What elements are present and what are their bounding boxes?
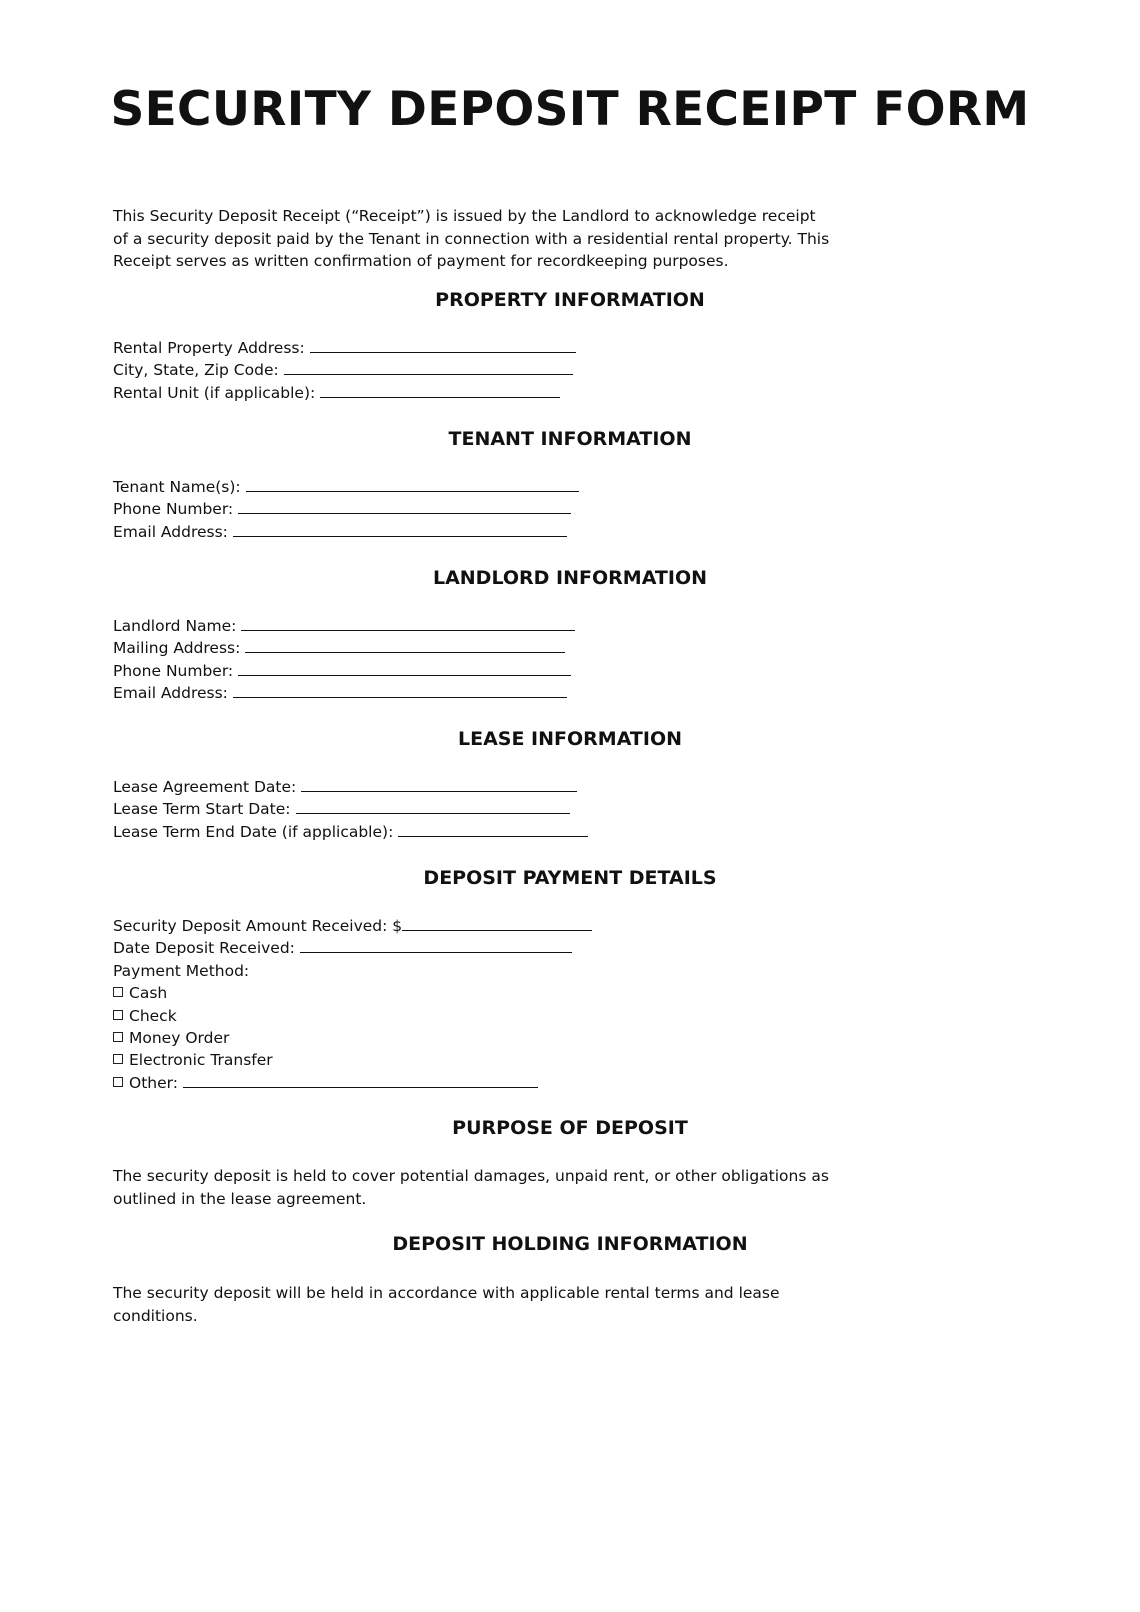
city-state-zip-field bbox=[113, 359, 873, 381]
landlord-mailing-field bbox=[113, 637, 873, 659]
landlord-name-field bbox=[113, 615, 873, 637]
purpose-heading: PURPOSE OF DEPOSIT bbox=[452, 1117, 688, 1139]
field-label: Lease Term End Date (if applicable): bbox=[113, 822, 394, 841]
lease-heading: LEASE INFORMATION bbox=[457, 728, 683, 750]
field-label: Email Address: bbox=[113, 522, 228, 541]
checkbox-icon[interactable] bbox=[113, 987, 123, 997]
rental-unit-field bbox=[113, 382, 873, 404]
option-label: Electronic Transfer bbox=[129, 1051, 273, 1070]
lease-agreement-date-blank[interactable] bbox=[301, 777, 577, 792]
property-address-field bbox=[113, 337, 873, 359]
field-label: Mailing Address: bbox=[113, 639, 241, 658]
deposit-amount-blank[interactable] bbox=[402, 916, 592, 931]
checkbox-icon[interactable] bbox=[113, 1054, 123, 1064]
landlord-phone-blank[interactable] bbox=[238, 661, 571, 676]
other-method-blank[interactable] bbox=[183, 1073, 538, 1088]
landlord-fields bbox=[113, 615, 873, 705]
option-label: Other: bbox=[129, 1073, 178, 1092]
tenant-name-blank[interactable] bbox=[246, 477, 579, 492]
deposit-date-blank[interactable] bbox=[300, 938, 572, 953]
lease-start-date-blank[interactable] bbox=[296, 799, 570, 814]
landlord-email-field bbox=[113, 682, 873, 704]
tenant-email-blank[interactable] bbox=[233, 522, 567, 537]
payment-option-cash bbox=[113, 982, 873, 1004]
landlord-name-blank[interactable] bbox=[241, 616, 575, 631]
field-label: City, State, Zip Code: bbox=[113, 361, 279, 380]
payment-heading: DEPOSIT PAYMENT DETAILS bbox=[423, 867, 717, 889]
field-label: Date Deposit Received: bbox=[113, 939, 295, 958]
option-label: Money Order bbox=[129, 1028, 230, 1047]
option-label: Check bbox=[129, 1006, 177, 1025]
payment-option-electronic-transfer bbox=[113, 1049, 873, 1071]
checkbox-icon[interactable] bbox=[113, 1032, 123, 1042]
property-heading: PROPERTY INFORMATION bbox=[435, 289, 705, 311]
landlord-phone-field bbox=[113, 660, 873, 682]
holding-paragraph: The security deposit will be held in accordance with applicable rental terms and lease conditions. bbox=[113, 1284, 780, 1325]
field-label: Security Deposit Amount Received: $ bbox=[113, 917, 403, 935]
deposit-amount-field bbox=[113, 915, 873, 937]
tenant-fields bbox=[113, 476, 873, 543]
tenant-heading: TENANT INFORMATION bbox=[448, 428, 692, 450]
field-label: Landlord Name: bbox=[113, 617, 237, 635]
lease-end-date-blank[interactable] bbox=[398, 822, 588, 837]
field-label: Rental Unit (if applicable): bbox=[113, 383, 316, 402]
payment-fields bbox=[113, 915, 873, 1094]
field-label: Lease Agreement Date: bbox=[113, 778, 297, 796]
tenant-name-field bbox=[113, 476, 873, 498]
tenant-phone-field bbox=[113, 498, 873, 520]
field-label: Phone Number: bbox=[113, 500, 234, 519]
field-label: Rental Property Address: bbox=[113, 339, 305, 357]
payment-option-check bbox=[113, 1005, 873, 1027]
purpose-paragraph: The security deposit is held to cover potential damages, unpaid rent, or other obligations as outlined in the lease agreement. bbox=[113, 1167, 829, 1208]
field-label: Lease Term Start Date: bbox=[113, 800, 291, 819]
field-label: Phone Number: bbox=[113, 661, 234, 680]
checkbox-icon[interactable] bbox=[113, 1010, 123, 1020]
property-fields bbox=[113, 337, 873, 404]
checkbox-icon[interactable] bbox=[113, 1077, 123, 1087]
payment-option-other bbox=[113, 1072, 873, 1094]
payment-option-money-order bbox=[113, 1027, 873, 1049]
city-state-zip-blank[interactable] bbox=[284, 360, 573, 375]
option-label: Cash bbox=[129, 984, 168, 1003]
intro-paragraph: This Security Deposit Receipt (“Receipt”) is issued by the Landlord to acknowledge receipt of a security deposit paid by the Tenant in connection with a residential rental property. This Receipt serves as written confirmation of payment for recordkeeping purposes. bbox=[113, 207, 830, 270]
field-label: Tenant Name(s): bbox=[113, 478, 241, 496]
tenant-email-field bbox=[113, 521, 873, 543]
tenant-phone-blank[interactable] bbox=[238, 499, 571, 514]
landlord-heading: LANDLORD INFORMATION bbox=[432, 567, 708, 589]
landlord-mailing-blank[interactable] bbox=[245, 638, 565, 653]
lease-agreement-date-field bbox=[113, 776, 873, 798]
document-title: SECURITY DEPOSIT RECEIPT FORM bbox=[110, 82, 1030, 137]
holding-heading: DEPOSIT HOLDING INFORMATION bbox=[392, 1233, 748, 1255]
payment-method-label: Payment Method: bbox=[113, 961, 250, 980]
landlord-email-blank[interactable] bbox=[233, 683, 567, 698]
field-label: Email Address: bbox=[113, 684, 228, 703]
property-address-blank[interactable] bbox=[310, 338, 576, 353]
lease-start-date-field bbox=[113, 798, 873, 820]
lease-fields bbox=[113, 776, 873, 843]
rental-unit-blank[interactable] bbox=[320, 383, 560, 398]
deposit-date-field bbox=[113, 937, 873, 959]
lease-end-date-field bbox=[113, 821, 873, 843]
